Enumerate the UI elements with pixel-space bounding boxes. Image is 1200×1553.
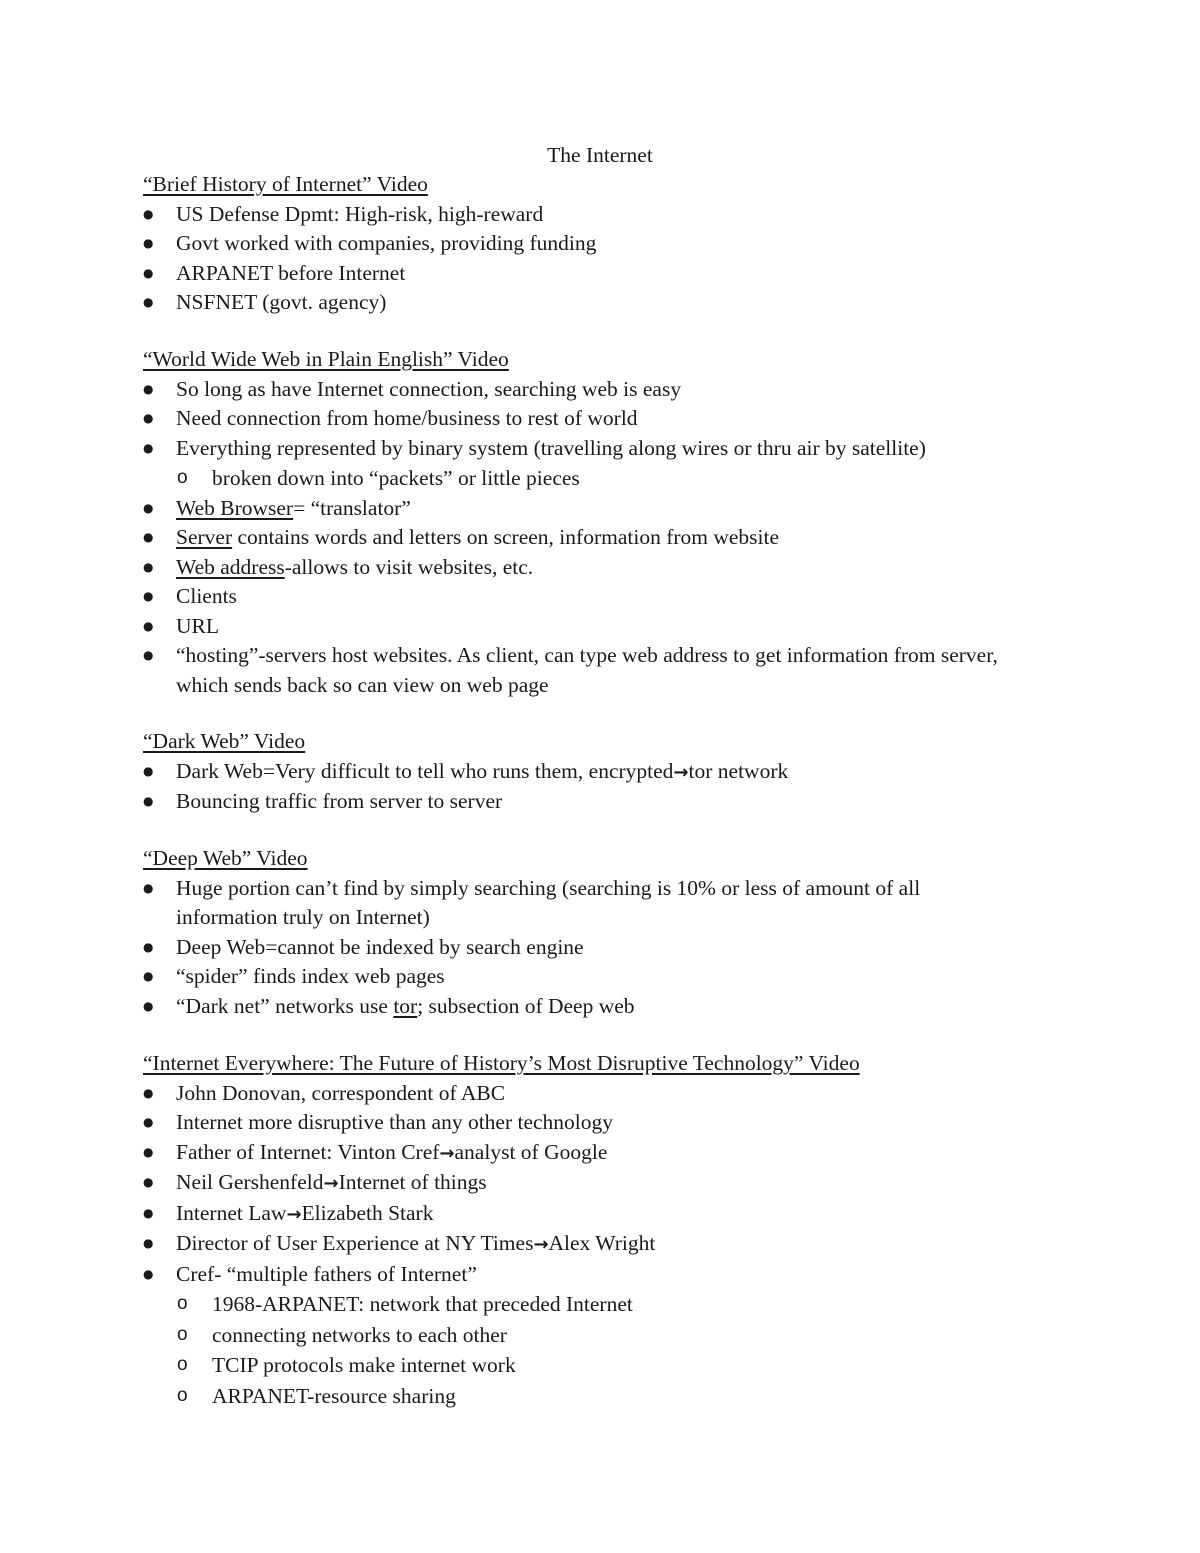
section-dark-web — [143, 727, 1043, 817]
list-item — [143, 1138, 1043, 1169]
item-text: Elizabeth Stark — [301, 1200, 434, 1225]
term-server: Server — [176, 525, 233, 549]
list-item — [143, 1199, 1043, 1230]
section-internet-everywhere — [143, 1049, 1043, 1411]
item-text: ; subsection of Deep web — [417, 993, 635, 1018]
term-web-browser: Web Browser — [176, 495, 294, 520]
item-text: Director of User Experience at NY Times — [176, 1231, 534, 1255]
list-item — [143, 757, 1043, 788]
term-tor: tor — [393, 993, 418, 1018]
list-item — [143, 523, 1043, 553]
list-item: ● Everything represented by binary system (travelling along wires or thru air by satellite) — [143, 434, 1043, 464]
section-header: “Deep Web” Video — [143, 846, 308, 870]
list-item: ● “spider” finds index web pages — [143, 962, 1043, 992]
item-text: tor network — [688, 758, 789, 783]
list-item: ● Need connection from home/business to rest of world — [143, 404, 1043, 434]
sub-list-item: o connecting networks to each other — [143, 1320, 1043, 1351]
list-item — [143, 1168, 1043, 1199]
section-header: “Dark Web” Video — [143, 729, 306, 753]
section-header: “Brief History of Internet” Video — [143, 172, 428, 196]
arrow-right-icon: → — [286, 1203, 302, 1225]
item-text: Alex Wright — [548, 1231, 656, 1255]
item-text: contains words and letters on screen, information from website — [232, 525, 780, 549]
sub-list-item: o ARPANET-resource sharing — [143, 1381, 1043, 1412]
list-item: ● ARPANET before Internet — [143, 259, 1043, 289]
list-item: ● “hosting”-servers host websites. As client, can type web address to get information from server, which sends back so can view on web page — [143, 641, 1016, 700]
list-item — [143, 494, 1043, 524]
page-title: The Internet — [547, 143, 653, 167]
section-deep-web — [143, 844, 1043, 1021]
item-text: = “translator” — [293, 495, 411, 520]
section-world-wide-web — [143, 345, 1043, 700]
item-text: Neil Gershenfeld — [176, 1170, 324, 1194]
list-item: ● Bouncing traffic from server to server — [143, 787, 1043, 817]
list-item — [143, 553, 1043, 583]
arrow-right-icon: → — [533, 1234, 549, 1255]
list-item: ● NSFNET (govt. agency) — [143, 288, 1043, 318]
list-item: ● Clients — [143, 582, 1043, 612]
item-text: Internet of things — [338, 1170, 487, 1194]
item-text: Father of Internet: Vinton Cref — [176, 1139, 440, 1164]
list-item: ● US Defense Dpmt: High-risk, high-reward — [143, 200, 1043, 230]
list-item: ● URL — [143, 612, 1043, 642]
section-brief-history — [143, 170, 1043, 318]
section-header: “World Wide Web in Plain English” Video — [143, 347, 509, 371]
arrow-right-icon: → — [439, 1142, 455, 1164]
item-text: -allows to visit websites, etc. — [284, 554, 534, 579]
sub-list-item: o 1968-ARPANET: network that preceded Internet — [143, 1289, 1043, 1320]
arrow-right-icon: → — [323, 1173, 339, 1194]
arrow-right-icon: → — [673, 761, 689, 783]
list-item: ● Cref- “multiple fathers of Internet” — [143, 1260, 1043, 1290]
list-item: ● Internet more disruptive than any other technology — [143, 1108, 1043, 1138]
list-item: ● Huge portion can’t find by simply searching (searching is 10% or less of amount of all information truly on Internet) — [143, 874, 1016, 933]
item-text: Internet Law — [176, 1200, 287, 1225]
list-item: ● Deep Web=cannot be indexed by search engine — [143, 933, 1043, 963]
item-text: “Dark net” networks use — [176, 993, 394, 1018]
list-item: ● John Donovan, correspondent of ABC — [143, 1079, 1043, 1109]
list-item: ● So long as have Internet connection, searching web is easy — [143, 375, 1043, 405]
item-text: analyst of Google — [454, 1139, 608, 1164]
section-header: “Internet Everywhere: The Future of History’s Most Disruptive Technology” Video — [143, 1051, 860, 1075]
sub-list-item: o TCIP protocols make internet work — [143, 1350, 1043, 1381]
list-item — [143, 992, 1043, 1022]
list-item — [143, 1229, 1043, 1260]
term-web-address: Web address — [176, 554, 285, 579]
sub-list-item: o broken down into “packets” or little pieces — [143, 463, 1043, 494]
item-text: Dark Web=Very difficult to tell who runs them, encrypted — [176, 758, 674, 783]
list-item: ● Govt worked with companies, providing funding — [143, 229, 1043, 259]
